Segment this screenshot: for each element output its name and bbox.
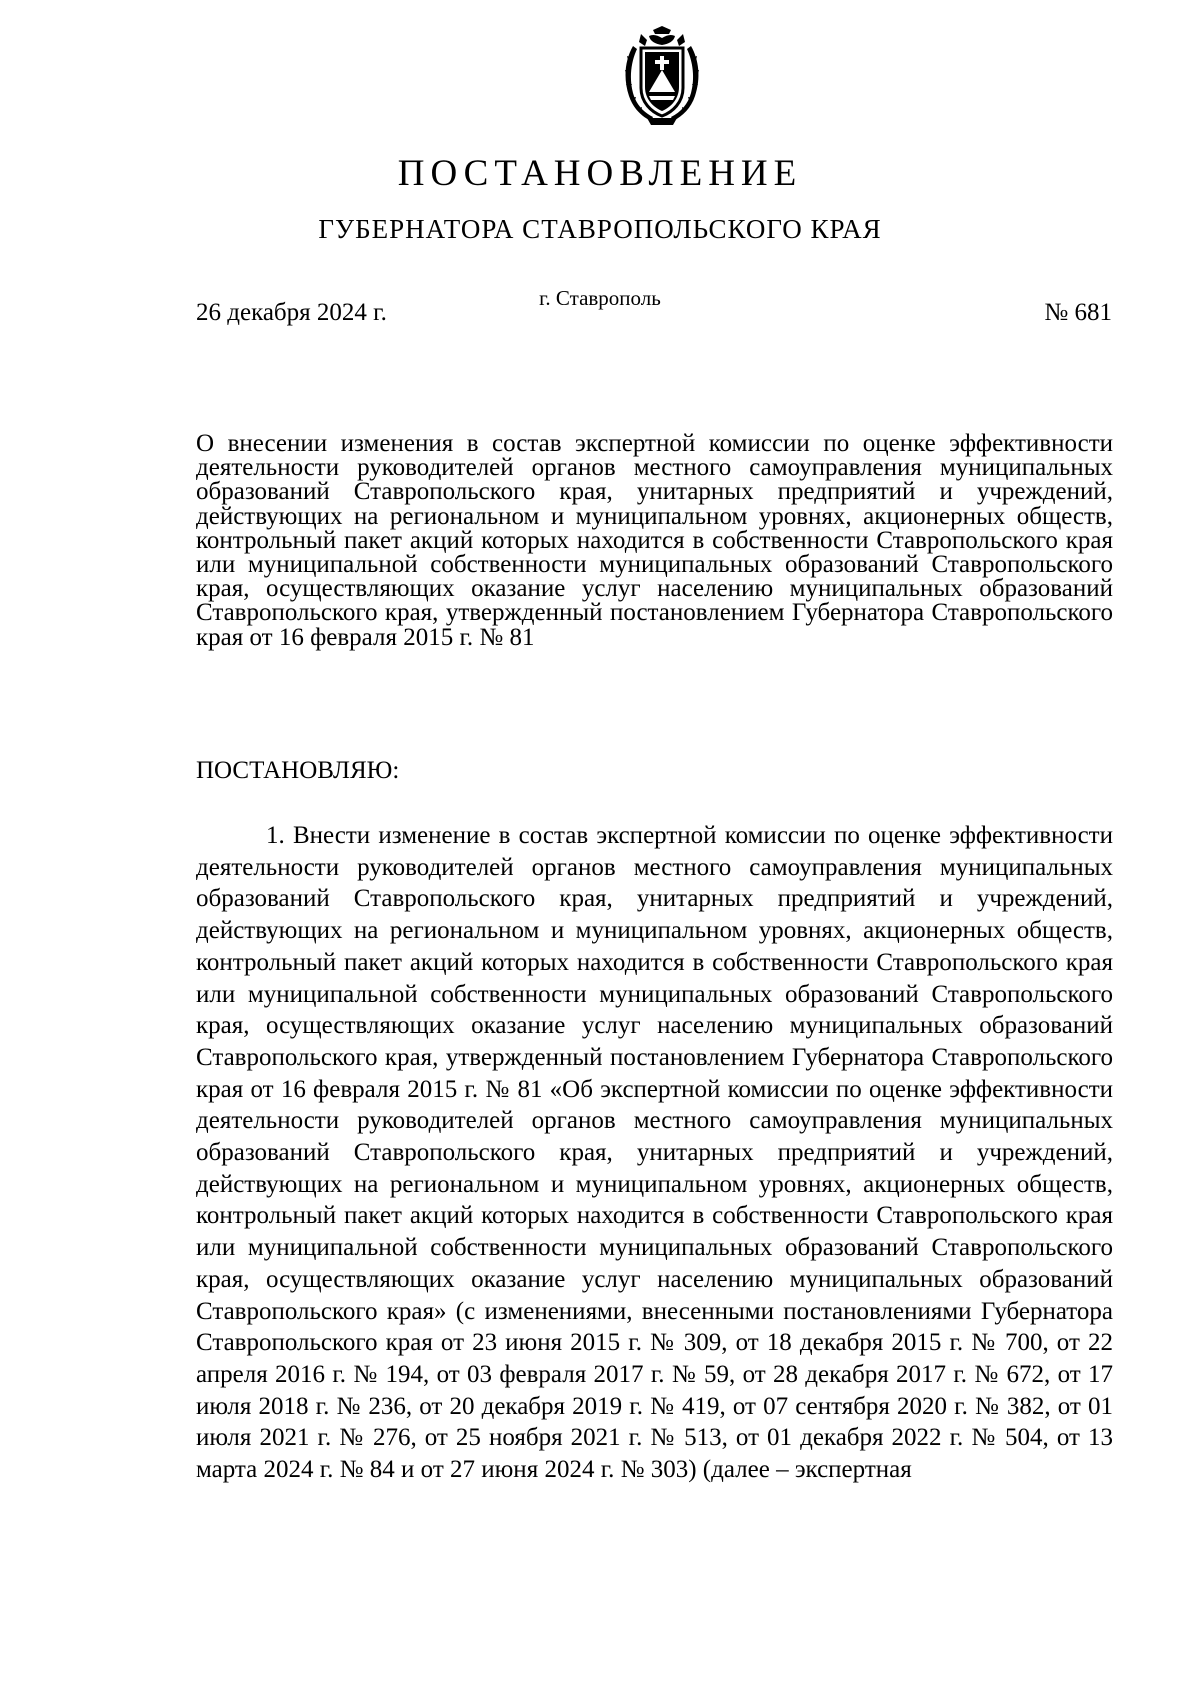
document-subject: О внесении изменения в состав экспертной комиссии по оценке эффективности деятельности руководителей органов местного самоуправления муниципальных образований Ставропольского края, унитарных предприятий и учреждений, действующих на региональном и муниципальном уровнях, акционерных обществ, контрольный пакет акций которых находится в собственности Ставропольского края или муниципальной собственности муниципальных образований Ставропольского края, осуществляющих оказание услуг населению муниципальных образований Ставропольского края, утвержденный постановлением Губернатора Ставропольского края от 16 февраля 2015 г. № 81 [196, 430, 1113, 651]
document-date: 26 декабря 2024 г. [196, 299, 387, 326]
decree-word: ПОСТАНОВЛЯЮ: [196, 757, 400, 784]
document-city: г. Ставрополь [539, 286, 661, 310]
document-type-title: ПОСТАНОВЛЕНИЕ [397, 153, 803, 194]
issuer-title: ГУБЕРНАТОРА СТАВРОПОЛЬСКОГО КРАЯ [318, 214, 882, 244]
document-number: № 681 [1044, 299, 1112, 326]
stavropol-coat-of-arms-icon [619, 26, 705, 126]
body-paragraph: 1. Внести изменение в состав экспертной комиссии по оценке эффективности деятельности руководителей органов местного самоуправления муниципальных образований Ставропольского края, унитарных предприятий и учреждений, действующих на региональном и муниципальном уровнях, акционерных обществ, контрольный пакет акций которых находится в собственности Ставропольского края или муниципальной собственности муниципальных образований Ставропольского края, осуществляющих оказание услуг населению муниципальных образований Ставропольского края, утвержденный постановлением Губернатора Ставропольского края от 16 февраля 2015 г. № 81 «Об экспертной комиссии по оценке эффективности деятельности руководителей органов местного самоуправления муниципальных образований Ставропольского края, унитарных предприятий и учреждений, действующих на региональном и муниципальном уровнях, акционерных обществ, контрольный пакет акций которых находится в собственности Ставропольского края или муниципальной собственности муниципальных образований Ставропольского края, осуществляющих оказание услуг населению муниципальных образований Ставропольского края» (с изменениями, внесенными постановлениями Губернатора Ставропольского края от 23 июня 2015 г. № 309, от 18 декабря 2015 г. № 700, от 22 апреля 2016 г. № 194, от 03 февраля 2017 г. № 59, от 28 декабря 2017 г. № 672, от 17 июля 2018 г. № 236, от 20 декабря 2019 г. № 419, от 07 сентября 2020 г. № 382, от 01 июля 2021 г. № 276, от 25 ноября 2021 г. № 513, от 01 декабря 2022 г. № 504, от 13 марта 2024 г. № 84 и от 27 июня 2024 г. № 303) (далее – экспертная [196, 822, 1113, 1484]
